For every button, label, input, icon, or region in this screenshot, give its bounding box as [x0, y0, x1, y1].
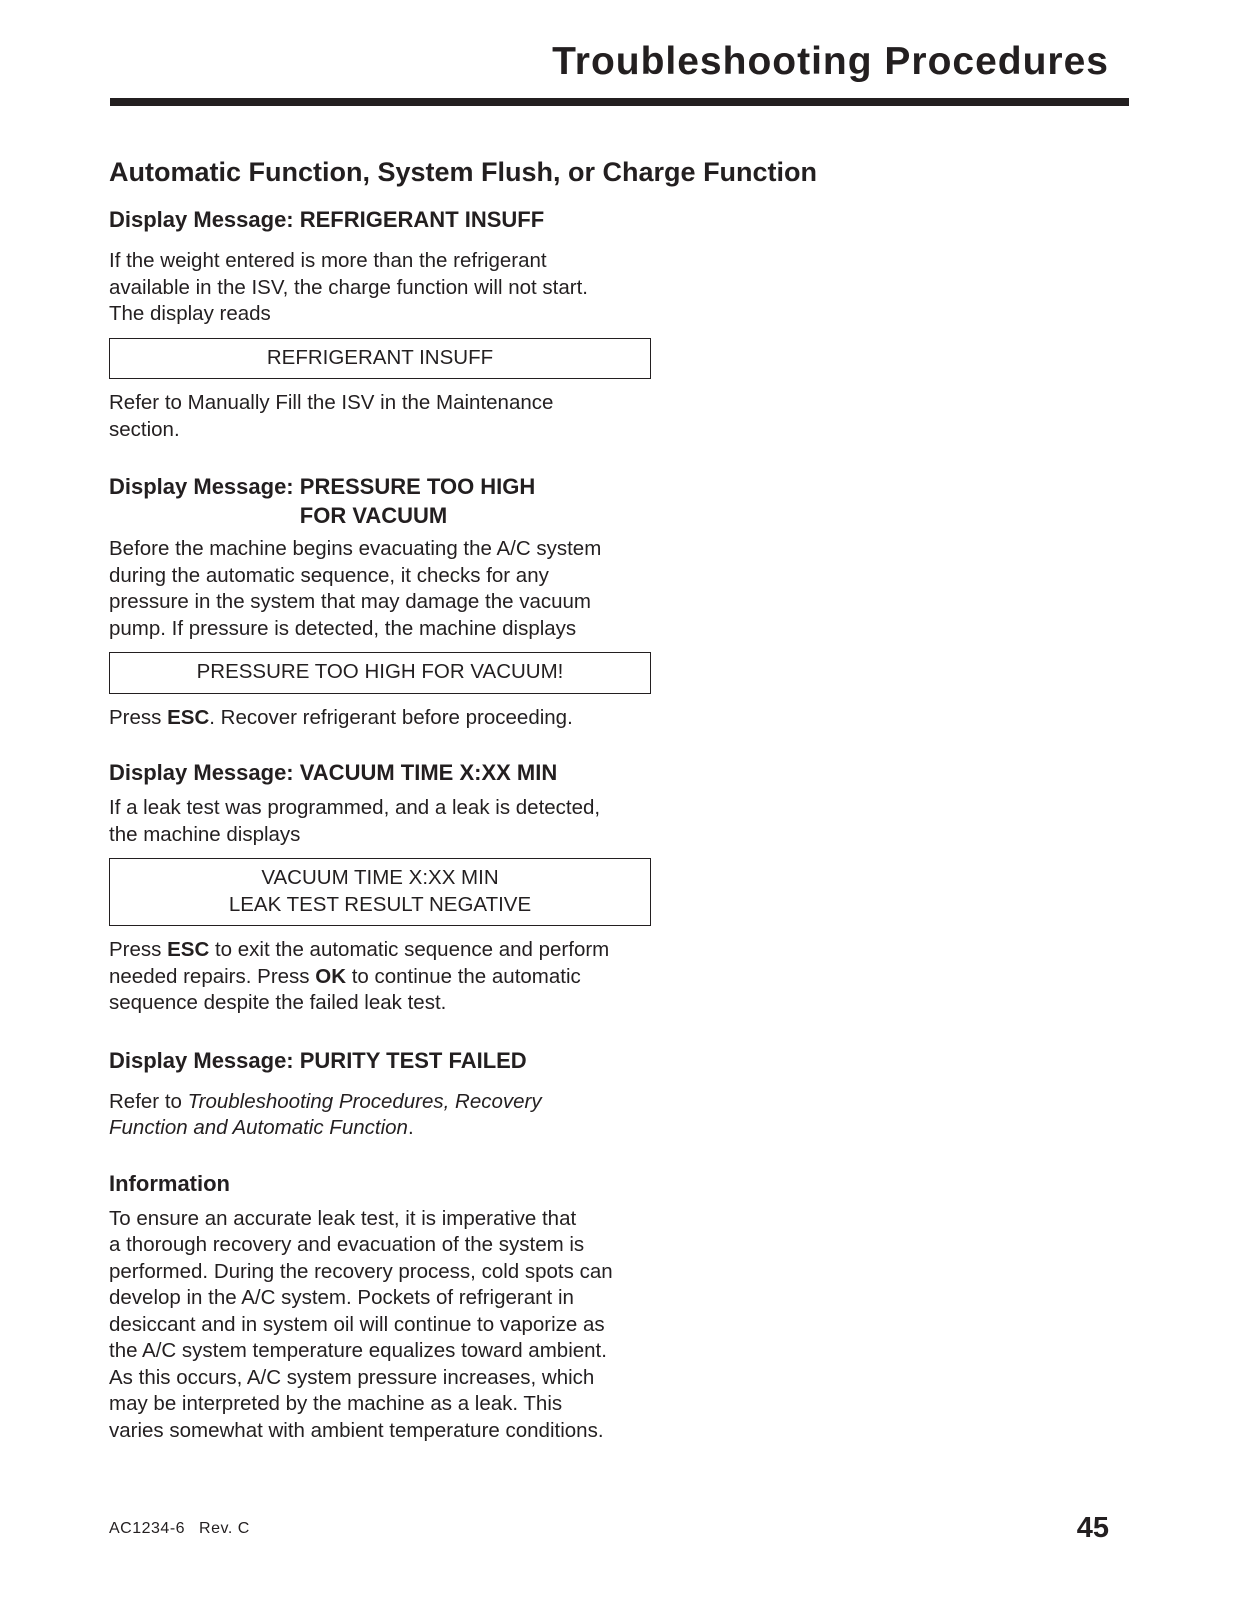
section-spacer: [109, 1142, 669, 1169]
display-text: PRESSURE TOO HIGH FOR VACUUM!: [196, 660, 564, 684]
text-run: Refer to: [109, 1089, 188, 1113]
text-line: during the automatic sequence, it checks for any: [109, 563, 549, 587]
text-line: If a leak test was programmed, and a leak is detected,: [109, 796, 601, 820]
heading-message-line: FOR VACUUM: [299, 503, 448, 529]
section-spacer: [109, 1017, 669, 1046]
text-run: Press: [109, 705, 168, 729]
text-line: pump. If pressure is detected, the machine displays: [109, 616, 577, 640]
text-line: performed. During the recovery process, cold spots can: [109, 1259, 613, 1283]
section-spacer: [109, 731, 669, 758]
main-content: [109, 156, 818, 1444]
key-ok: OK: [315, 964, 347, 988]
text-line: [109, 705, 669, 732]
text-line: [109, 1115, 669, 1142]
text-line: [109, 1089, 669, 1116]
vacuum-time-after: [109, 937, 669, 1017]
text-line: If the weight entered is more than the refrigerant: [109, 249, 547, 273]
text-run: needed repairs. Press: [109, 964, 316, 988]
text-line: section.: [109, 417, 180, 441]
display-text: LEAK TEST RESULT NEGATIVE: [228, 892, 532, 916]
text-line: To ensure an accurate leak test, it is imperative that: [109, 1206, 577, 1230]
heading-message: [300, 472, 536, 530]
text-line: Before the machine begins evacuating the A/C system: [109, 537, 602, 561]
text-line: a thorough recovery and evacuation of the system is: [109, 1233, 585, 1257]
text-line: may be interpreted by the machine as a leak. This: [109, 1392, 563, 1416]
section-spacer: [109, 443, 669, 472]
information-section: [109, 1169, 669, 1445]
text-line: the A/C system temperature equalizes toward ambient.: [109, 1339, 607, 1363]
text-line: pressure in the system that may damage the vacuum: [109, 590, 591, 614]
text-run: to exit the automatic sequence and perform: [209, 938, 610, 962]
key-esc: ESC: [167, 705, 210, 729]
text-line: The display reads: [109, 302, 271, 326]
revision: Rev. C: [199, 1520, 250, 1537]
text-line: sequence despite the failed leak test.: [109, 991, 447, 1015]
doc-id: AC1234-6: [109, 1520, 186, 1537]
pressure-too-high-heading: [109, 472, 669, 530]
purity-test-section: [109, 1046, 669, 1142]
purity-test-body: [109, 1089, 669, 1142]
heading-message-line: PRESSURE TOO HIGH: [299, 474, 536, 500]
text-line: As this occurs, A/C system pressure increases, which: [109, 1365, 595, 1389]
text-run: . Recover refrigerant before proceeding.: [209, 705, 573, 729]
purity-test-heading: Display Message: PURITY TEST FAILED: [109, 1047, 527, 1073]
refrigerant-insuff-section: [109, 205, 669, 443]
text-run: to continue the automatic: [346, 964, 581, 988]
text-line: Refer to Manually Fill the ISV in the Maintenance: [109, 391, 554, 415]
footer-doc-id: [109, 1520, 250, 1538]
section-title: Automatic Function, System Flush, or Charge Function: [109, 157, 818, 187]
italic-reference: Function and Automatic Function: [109, 1116, 408, 1140]
heading-label: Display Message:: [109, 474, 294, 500]
text-line: the machine displays: [109, 822, 301, 846]
text-line: [109, 964, 669, 991]
pressure-too-high-after: [109, 705, 669, 732]
key-esc: ESC: [167, 938, 210, 962]
pressure-too-high-section: [109, 472, 669, 731]
header-rule: [110, 98, 1129, 106]
pressure-too-high-intro: [109, 536, 669, 642]
italic-reference: Troubleshooting Procedures, Recovery: [187, 1089, 542, 1113]
refrigerant-insuff-intro: [109, 248, 669, 328]
information-body: [109, 1206, 669, 1445]
vacuum-time-intro: [109, 795, 669, 848]
text-line: [109, 937, 669, 964]
display-message-box: [109, 338, 651, 380]
page-number: 45: [1076, 1512, 1109, 1544]
text-run: Press: [109, 938, 168, 962]
text-line: develop in the A/C system. Pockets of refrigerant in: [109, 1286, 574, 1310]
text-line: desiccant and in system oil will continue to vaporize as: [109, 1312, 605, 1336]
display-text: VACUUM TIME X:XX MIN: [261, 866, 499, 890]
page-header-title: Troubleshooting Procedures: [552, 40, 1109, 83]
vacuum-time-section: [109, 758, 669, 1017]
display-message-box: [109, 652, 651, 694]
text-line: available in the ISV, the charge function will not start.: [109, 275, 588, 299]
display-message-box: [109, 858, 651, 926]
display-text: REFRIGERANT INSUFF: [266, 345, 494, 369]
vacuum-time-heading: Display Message: VACUUM TIME X:XX MIN: [109, 760, 558, 786]
refrigerant-insuff-after: [109, 390, 669, 443]
text-run: .: [407, 1116, 414, 1140]
information-heading: Information: [109, 1170, 230, 1196]
text-line: varies somewhat with ambient temperature conditions.: [109, 1418, 604, 1442]
refrigerant-insuff-heading: Display Message: REFRIGERANT INSUFF: [109, 207, 545, 233]
